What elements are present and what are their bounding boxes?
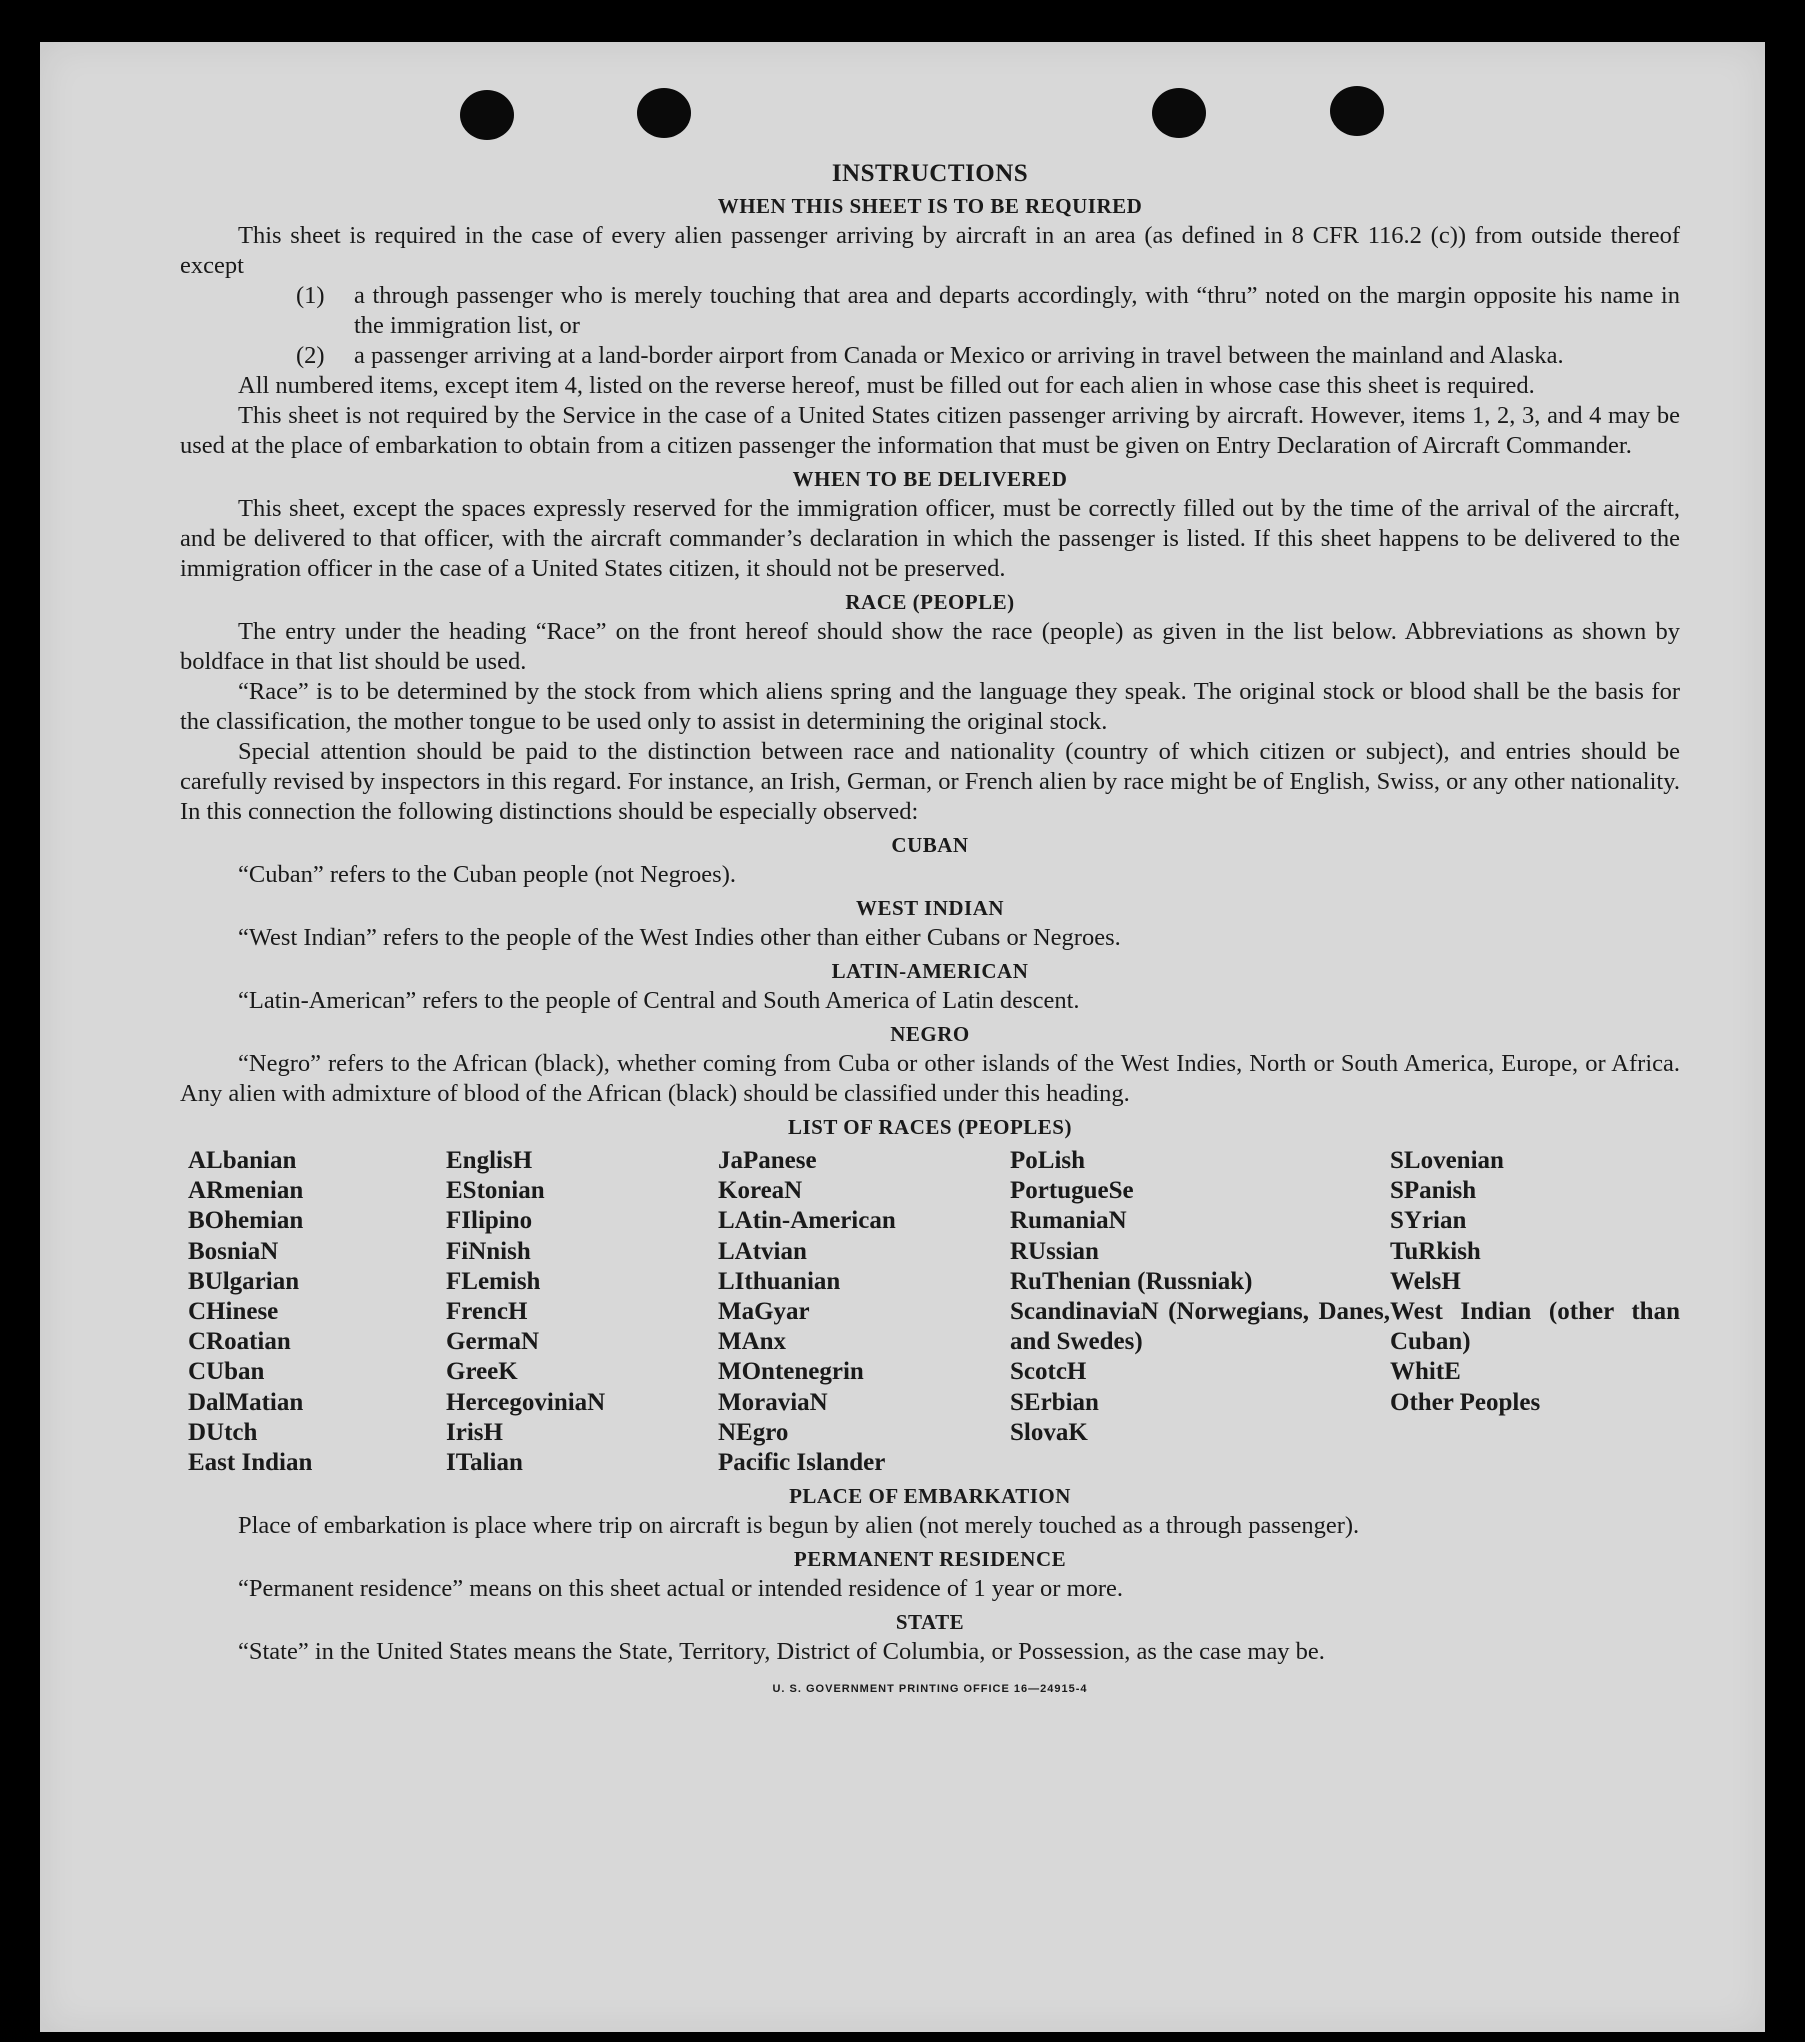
punch-hole: [1152, 88, 1206, 138]
race-entry: DUtch: [188, 1418, 258, 1446]
race-entry: MaGyar: [718, 1298, 810, 1326]
race-entry: ScotcH: [1010, 1358, 1087, 1386]
race-entry: FIlipino: [446, 1207, 533, 1235]
section-heading: RACE (PEOPLE): [845, 590, 1015, 614]
paragraph: All numbered items, except item 4, listed on the reverse hereof, must be filled out for each alien in whose case this sheet is required.: [238, 372, 1535, 399]
punch-hole: [637, 88, 691, 138]
race-entry: ARmenian: [188, 1177, 304, 1205]
item-number: (2): [296, 342, 325, 369]
race-entry: FiNnish: [446, 1237, 531, 1265]
paragraph: “Permanent residence” means on this sheet actual or intended residence of 1 year or more.: [238, 1575, 1124, 1603]
section-heading: NEGRO: [890, 1022, 970, 1046]
paragraph: This sheet is required in the case of every alien passenger arriving by aircraft in an area (as defined in 8 CFR 116.2 (c)) from outside thereof except: [180, 222, 1680, 279]
race-entry: SPanish: [1390, 1177, 1477, 1205]
race-entry: West Indian (other than Cuban): [1390, 1298, 1680, 1356]
race-entry: LAtvian: [718, 1237, 807, 1265]
race-entry: ScandinaviaN (Norwegians, Danes, and Swedes): [1010, 1298, 1390, 1356]
section-heading: PLACE OF EMBARKATION: [789, 1484, 1071, 1509]
race-entry: GreeK: [446, 1358, 518, 1386]
punch-hole: [460, 90, 514, 140]
race-entry: Other Peoples: [1390, 1388, 1541, 1416]
race-entry: MOntenegrin: [718, 1358, 864, 1386]
race-entry: IrisH: [446, 1418, 503, 1446]
race-entry: BOhemian: [188, 1207, 304, 1235]
race-entry: RumaniaN: [1010, 1207, 1127, 1235]
section-heading: CUBAN: [891, 833, 969, 857]
race-entry: BosniaN: [188, 1237, 279, 1265]
paragraph: “State” in the United States means the State, Territory, District of Columbia, or Possession, as the case may be.: [238, 1638, 1325, 1666]
paragraph: “Race” is to be determined by the stock from which aliens spring and the language they speak. The original stock or blood shall be the basis for the classification, the mother tongue to be used only to assist in determining the original stock.: [180, 678, 1680, 735]
race-entry: LIthuanian: [718, 1267, 841, 1295]
race-entry: BUlgarian: [188, 1267, 300, 1295]
race-entry: SYrian: [1390, 1207, 1467, 1235]
races-column: [1390, 1146, 1680, 1478]
paragraph: “Latin-American” refers to the people of Central and South America of Latin descent.: [238, 987, 1080, 1014]
item-number: (1): [296, 282, 325, 309]
race-entry: EnglisH: [446, 1147, 533, 1174]
item-text: a passenger arriving at a land-border airport from Canada or Mexico or arriving in travel between the mainland and Alaska.: [354, 342, 1564, 369]
race-entry: FLemish: [446, 1267, 541, 1295]
race-entry: NEgro: [718, 1418, 789, 1446]
paragraph: This sheet is not required by the Service in the case of a United States citizen passenger arriving by aircraft. However, items 1, 2, 3, and 4 may be used at the place of embarkation to obtain from a citizen passenger the information that must be given on Entry Declaration of Aircraft Commander.: [180, 402, 1680, 459]
list-item: [296, 341, 1680, 371]
paragraph: “Negro” refers to the African (black), whether coming from Cuba or other islands of the West Indies, North or South America, Europe, or Africa. Any alien with admixture of blood of the African (black) should be classified under this heading.: [180, 1050, 1680, 1107]
section-heading: STATE: [895, 1610, 965, 1635]
race-entry: ITalian: [446, 1449, 523, 1477]
races-column: [718, 1146, 1010, 1478]
section-heading: WHEN TO BE DELIVERED: [792, 467, 1068, 491]
paragraph: Special attention should be paid to the distinction between race and nationality (country of which citizen or subject), and entries should be carefully revised by inspectors in this regard. For instance, an Irish, German, or French alien by race might be of English, Swiss, or any other nationality. In this connection the following distinctions should be especially observed:: [180, 738, 1680, 825]
race-entry: KoreaN: [718, 1177, 803, 1205]
race-entry: WelsH: [1390, 1267, 1461, 1295]
item-text: a through passenger who is merely touching that area and departs accordingly, with “thru” noted on the margin opposite his name in the immigration list, or: [354, 282, 1680, 339]
race-entry: CUban: [188, 1358, 265, 1386]
race-entry: RUssian: [1010, 1237, 1099, 1265]
paragraph: The entry under the heading “Race” on the front hereof should show the race (people) as given in the list below. Abbreviations as shown by boldface in that list should be used.: [180, 618, 1680, 675]
races-column: [446, 1146, 718, 1478]
race-entry: JaPanese: [718, 1147, 817, 1174]
paragraph: Place of embarkation is place where trip on aircraft is begun by alien (not merely touched as a through passenger).: [238, 1512, 1360, 1540]
paragraph: “Cuban” refers to the Cuban people (not Negroes).: [238, 861, 736, 888]
section-heading: LATIN-AMERICAN: [831, 959, 1029, 983]
race-entry: RuThenian (Russniak): [1010, 1267, 1253, 1295]
race-entry: WhitE: [1390, 1358, 1461, 1386]
race-entry: CHinese: [188, 1298, 279, 1326]
race-entry: MAnx: [718, 1328, 787, 1356]
races-column: [1010, 1146, 1390, 1478]
race-entry: ALbanian: [188, 1147, 297, 1174]
race-entry: TuRkish: [1390, 1237, 1481, 1265]
races-column: [188, 1146, 446, 1478]
punch-hole: [1330, 86, 1384, 136]
race-entry: Pacific Islander: [718, 1449, 886, 1477]
section-heading: WEST INDIAN: [855, 896, 1005, 920]
race-entry: LAtin-American: [718, 1207, 896, 1235]
race-entry: SLovenian: [1390, 1147, 1504, 1174]
race-entry: East Indian: [188, 1449, 313, 1477]
instructions-body: [180, 160, 1680, 1695]
race-entry: SlovaK: [1010, 1418, 1088, 1446]
document-page: [40, 42, 1765, 2032]
race-entry: CRoatian: [188, 1328, 291, 1356]
paragraph: This sheet, except the spaces expressly reserved for the immigration officer, must be correctly filled out by the time of the arrival of the aircraft, and be delivered to that officer, with the aircraft commander’s declaration in which the passenger is listed. If this sheet happens to be delivered to the immigration officer in the case of a United States citizen, it should not be preserved.: [180, 495, 1680, 582]
race-entry: DalMatian: [188, 1388, 304, 1416]
printer-imprint: U. S. GOVERNMENT PRINTING OFFICE 16—24915-4: [772, 1683, 1088, 1696]
section-heading: PERMANENT RESIDENCE: [793, 1547, 1067, 1572]
paragraph: “West Indian” refers to the people of the West Indies other than either Cubans or Negroes.: [238, 924, 1121, 951]
list-item: [296, 281, 1680, 341]
races-list: [188, 1146, 1680, 1478]
race-entry: PortugueSe: [1010, 1177, 1134, 1205]
race-entry: SErbian: [1010, 1388, 1099, 1416]
race-entry: FrencH: [446, 1298, 528, 1326]
race-entry: GermaN: [446, 1328, 540, 1356]
section-heading: LIST OF RACES (PEOPLES): [788, 1115, 1072, 1139]
race-entry: HercegoviniaN: [446, 1388, 606, 1416]
race-entry: PoLish: [1010, 1147, 1086, 1174]
page-title: INSTRUCTIONS: [831, 160, 1029, 187]
race-entry: EStonian: [446, 1177, 545, 1205]
race-entry: MoraviaN: [718, 1388, 828, 1416]
section-heading: WHEN THIS SHEET IS TO BE REQUIRED: [717, 194, 1143, 218]
